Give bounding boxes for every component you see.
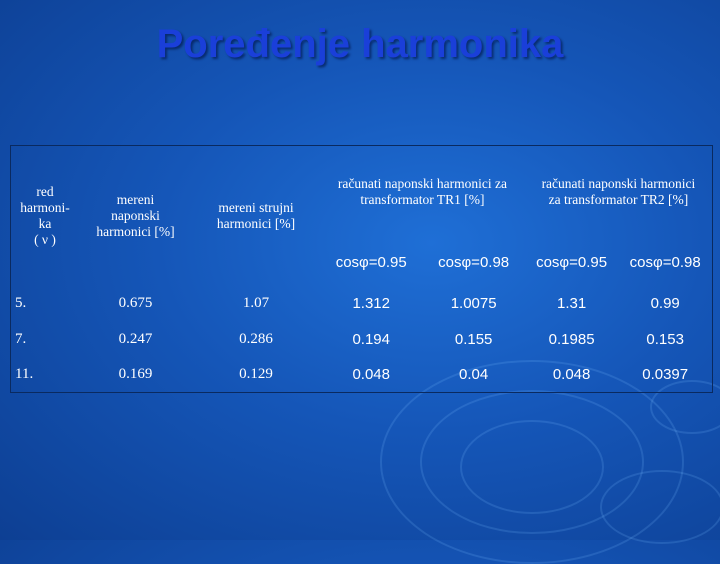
- cell-calc: 0.04: [459, 366, 489, 384]
- cell-order: 5.: [15, 294, 27, 311]
- cell-voltage: 0.675: [118, 294, 153, 311]
- header-text: naponski: [111, 207, 160, 223]
- cell-calc: 0.99: [650, 294, 680, 312]
- cell-current: 0.286: [239, 330, 273, 347]
- header-text: mereni strujni: [218, 199, 294, 215]
- cell-calc: 0.1985: [548, 330, 595, 348]
- cell-calc: 0.048: [552, 366, 591, 384]
- header-tr2: [525, 146, 713, 239]
- cell-calc: 0.0397: [642, 366, 689, 384]
- header-tr1: [320, 146, 525, 239]
- header-text: mereni: [116, 191, 155, 207]
- cell-order: 7.: [15, 330, 27, 347]
- header-text: transformator TR1 [%]: [360, 192, 485, 208]
- cell-calc: 0.048: [352, 366, 390, 384]
- cell-calc: 1.0075: [450, 294, 497, 312]
- cell-voltage: 0.247: [118, 330, 153, 347]
- header-text: računati naponski harmonici za: [337, 176, 507, 192]
- header-order: [11, 146, 80, 286]
- header-text: harmoni-: [20, 199, 70, 215]
- cell-order: 11.: [15, 366, 34, 383]
- header-current: [192, 146, 320, 286]
- cos-label: cosφ=0.95: [335, 253, 407, 271]
- cell-calc: 0.155: [454, 330, 493, 348]
- background-ripple: [600, 470, 720, 544]
- page-title: Poređenje harmonika: [156, 22, 564, 66]
- header-text: harmonici [%]: [96, 223, 175, 239]
- cell-current: 0.129: [239, 366, 273, 383]
- cell-current: 1.07: [242, 294, 270, 311]
- harmonics-table: [10, 145, 713, 393]
- background-ripple: [460, 420, 604, 514]
- header-text: računati naponski harmonici: [541, 176, 696, 192]
- cell-calc: 0.153: [646, 330, 684, 348]
- cell-calc: 1.31: [557, 294, 587, 312]
- header-text: harmonici [%]: [216, 215, 296, 231]
- header-text: ( ν ): [34, 231, 56, 247]
- header-voltage: [79, 146, 192, 286]
- cos-label: cosφ=0.98: [438, 253, 510, 271]
- cell-calc: 1.312: [352, 294, 390, 312]
- header-text: ka: [38, 215, 52, 231]
- cell-voltage: 0.169: [118, 366, 153, 383]
- header-text: za transformator TR2 [%]: [548, 192, 689, 208]
- header-text: red: [36, 183, 54, 199]
- cos-label: cosφ=0.95: [536, 253, 608, 271]
- cos-label: cosφ=0.98: [629, 253, 701, 271]
- cell-calc: 0.194: [352, 330, 390, 348]
